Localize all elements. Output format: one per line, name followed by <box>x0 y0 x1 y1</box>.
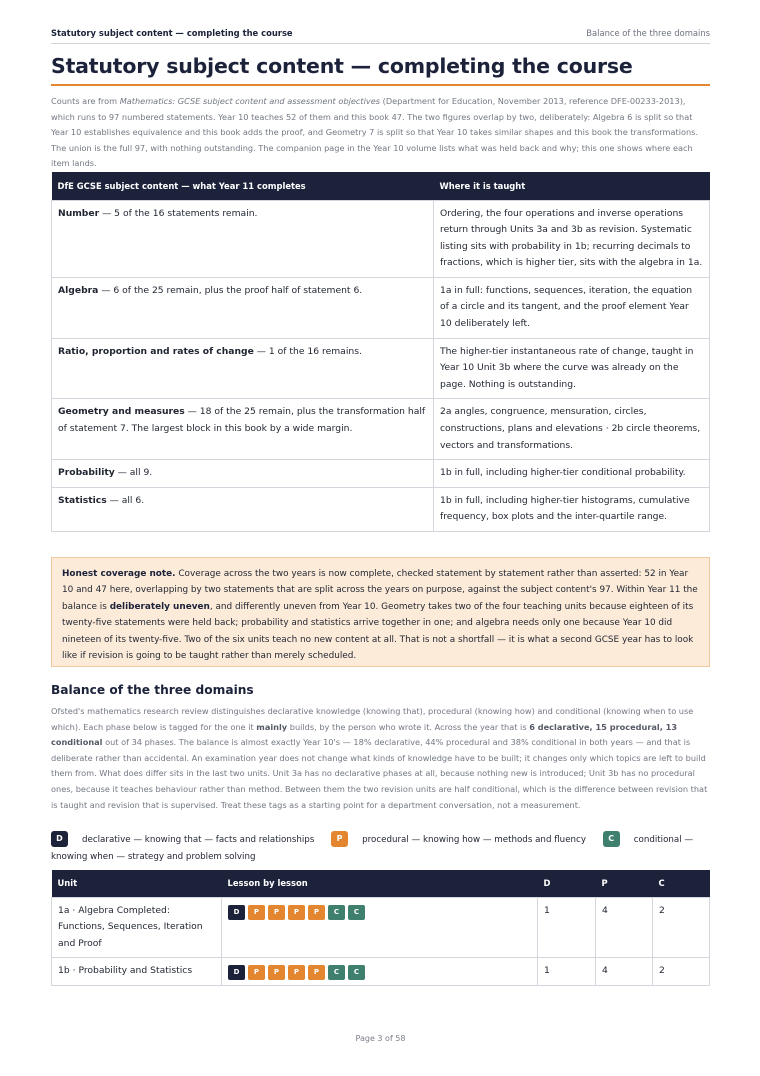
table-row <box>52 958 710 986</box>
note-text: , and differently uneven from Year 10. Geometry takes two of the four teaching units because eighteen of its twenty-five statements were held back; probability and statistics arrive together in one; and algebra needs only one because Year 10 did nineteen of its twenty-five. Two of the six units teach no new content at all. That is not a shortfall — it is what a second GCSE year has to look like if revision is going to be taught rather than merely scheduled. <box>62 601 694 662</box>
domain-detail: — 18 of the 25 remain, plus the transformation half of statement 7. The largest block in this book by a wide margin. <box>58 406 426 435</box>
procedural-chip: P <box>308 905 325 920</box>
table-row <box>52 399 710 460</box>
declarative-count: 1 <box>538 958 596 986</box>
lesson-tags <box>228 963 531 980</box>
procedural-swatch: P <box>331 831 348 847</box>
conditional-count: 2 <box>653 897 710 958</box>
conditional-chip: C <box>348 965 365 980</box>
coverage-where-cell: 1b in full, including higher-tier conditional probability. <box>434 460 710 488</box>
balance-paragraph <box>51 704 710 813</box>
intro-text-rest: (Department for Education, November 2013, reference DFE-00233-2013), which runs to 97 numbered statements. Year 10 teaches 52 of them and this book 47. The two figures overlap by two, deliberately: Algebra 6 is split so that Year 10 establishes equivalence and this book adds the proof, and Geometry 7 is split so that Year 10 takes similar shapes and this book the transformations. The union is the full 97, with nothing outstanding. The companion page in the Year 10 volume lists what was held back and why; this one shows where each item lands. <box>51 96 699 168</box>
lesson-tags <box>228 903 531 920</box>
page-title: Statutory subject content — completing the course <box>51 54 710 86</box>
domain-name: Number <box>58 207 100 219</box>
procedural-chip: P <box>288 905 305 920</box>
conditional-chip: C <box>328 905 345 920</box>
conditional-swatch: C <box>603 831 620 847</box>
domain-name: Algebra <box>58 284 99 296</box>
declarative-count: 1 <box>538 897 596 958</box>
procedural-chip: P <box>248 965 265 980</box>
coverage-header-content: DfE GCSE subject content — what Year 11 completes <box>52 172 434 200</box>
coverage-content-cell <box>52 200 434 277</box>
table-row <box>52 277 710 338</box>
balance-emphasis: mainly <box>256 721 288 732</box>
coverage-where-cell: The higher-tier instantaneous rate of change, taught in Year 10 Unit 3b where the curve was already on the page. Nothing is outstanding. <box>434 338 710 399</box>
coverage-content-cell <box>52 277 434 338</box>
coverage-content-cell <box>52 487 434 531</box>
table-row <box>52 200 710 277</box>
running-header-section: Statutory subject content — completing the course <box>51 28 293 38</box>
domain-detail: — all 6. <box>106 494 145 506</box>
note-text: Coverage across the two years is now complete, checked statement by statement rather than asserted: 52 in Year 10 and 47 here, overlapping by two statements that are split across the years on purpose, against the subject content's 97. Within Year 11 the balance is <box>62 569 698 612</box>
page-number: Page 3 of 58 <box>355 1034 406 1043</box>
intro-source-title: Mathematics: GCSE subject content and assessment objectives <box>119 96 381 106</box>
procedural-chip: P <box>268 905 285 920</box>
legend-item-declarative <box>51 835 314 845</box>
table-row <box>52 338 710 399</box>
declarative-swatch: D <box>51 831 68 847</box>
coverage-table <box>51 172 710 532</box>
page <box>51 0 710 1076</box>
conditional-count: 2 <box>653 958 710 986</box>
balance-emphasis: 6 declarative, 15 procedural, 13 conditional <box>51 721 678 748</box>
balance-text: builds, by the person who wrote it. Across the year that is <box>287 721 530 732</box>
domain-detail: — 6 of the 25 remain, plus the proof half of statement 6. <box>98 284 363 296</box>
procedural-count: 4 <box>596 958 653 986</box>
units-header-c: C <box>653 870 710 897</box>
table-row <box>52 460 710 488</box>
section-heading: Balance of the three domains <box>51 683 254 697</box>
declarative-chip: D <box>228 905 245 920</box>
coverage-content-cell <box>52 460 434 488</box>
intro-paragraph <box>51 94 710 172</box>
domain-legend <box>51 831 710 867</box>
domain-name: Geometry and measures <box>58 406 185 418</box>
units-header-lessons: Lesson by lesson <box>222 870 538 897</box>
domain-detail: — all 9. <box>114 467 153 479</box>
domain-name: Statistics <box>58 494 107 506</box>
legend-item-procedural <box>331 835 586 845</box>
coverage-content-cell <box>52 338 434 399</box>
domain-name: Probability <box>58 467 115 479</box>
procedural-chip: P <box>288 965 305 980</box>
units-table <box>51 870 710 986</box>
running-header-subsection: Balance of the three domains <box>586 28 710 38</box>
balance-text: Ofsted's mathematics research review distinguishes declarative knowledge (knowing that), procedural (knowing how) and conditional (knowing when to use which). Each phase below is tagged for the one it <box>51 706 694 732</box>
intro-text-start: Counts are from <box>51 96 120 106</box>
conditional-chip: C <box>348 905 365 920</box>
note-lead: Honest coverage note. <box>62 569 176 579</box>
domain-detail: — 1 of the 16 remains. <box>253 345 362 357</box>
table-row <box>52 487 710 531</box>
unit-name: 1b · Probability and Statistics <box>52 958 222 986</box>
procedural-chip: P <box>248 905 265 920</box>
procedural-count: 4 <box>596 897 653 958</box>
coverage-header-where: Where it is taught <box>434 172 710 200</box>
units-header-unit: Unit <box>52 870 222 897</box>
domain-detail: — 5 of the 16 statements remain. <box>99 207 258 219</box>
coverage-where-cell: 2a angles, congruence, mensuration, circles, constructions, plans and elevations · 2b circle theorems, vectors and transformations. <box>434 399 710 460</box>
units-header-row <box>52 870 710 897</box>
coverage-where-cell: 1b in full, including higher-tier histograms, cumulative frequency, box plots and the inter-quartile range. <box>434 487 710 531</box>
legend-label: procedural — knowing how — methods and fluency <box>362 834 586 845</box>
note-emphasis: deliberately uneven <box>109 601 210 612</box>
conditional-chip: C <box>328 965 345 980</box>
legend-label: declarative — knowing that — facts and relationships <box>82 834 315 845</box>
procedural-chip: P <box>308 965 325 980</box>
units-header-p: P <box>596 870 653 897</box>
lesson-tags-cell <box>222 958 538 986</box>
domain-name: Ratio, proportion and rates of change <box>58 345 254 357</box>
lesson-tags-cell <box>222 897 538 958</box>
coverage-header-row <box>52 172 710 200</box>
coverage-note-callout <box>51 557 710 667</box>
coverage-content-cell <box>52 399 434 460</box>
coverage-where-cell: Ordering, the four operations and inverse operations return through Units 3a and 3b as revision. Systematic listing sits with probability in 1b; recurring decimals to fractions, which is higher tier, sits with the algebra in 1a. <box>434 200 710 277</box>
coverage-where-cell: 1a in full: functions, sequences, iteration, the equation of a circle and its tangent, and the proof element Year 10 deliberately left. <box>434 277 710 338</box>
running-header <box>51 28 710 44</box>
units-header-d: D <box>538 870 596 897</box>
procedural-chip: P <box>268 965 285 980</box>
balance-text: out of 34 phases. The balance is almost exactly Year 10's — 18% declarative, 44% procedural and 38% conditional in both years — and that is deliberate rather than accidental. An examination year does not change what kinds of knowledge have to be built; it changes only which topics are left to build them from. What does differ sits in the last two units. Unit 3a has no declarative phases at all, because nothing new is introduced; Unit 3b has no procedural ones, because it teaches behaviour rather than method. Between them the two revision units are half conditional, which is the difference between revision that is taught and revision that is supervised. Treat these tags as a starting point for a department conversation, not a measurement. <box>51 737 708 810</box>
table-row <box>52 897 710 958</box>
legend-label: conditional — knowing when — strategy and problem solving <box>51 834 694 862</box>
declarative-chip: D <box>228 965 245 980</box>
unit-name: 1a · Algebra Completed: Functions, Sequences, Iteration and Proof <box>52 897 222 958</box>
